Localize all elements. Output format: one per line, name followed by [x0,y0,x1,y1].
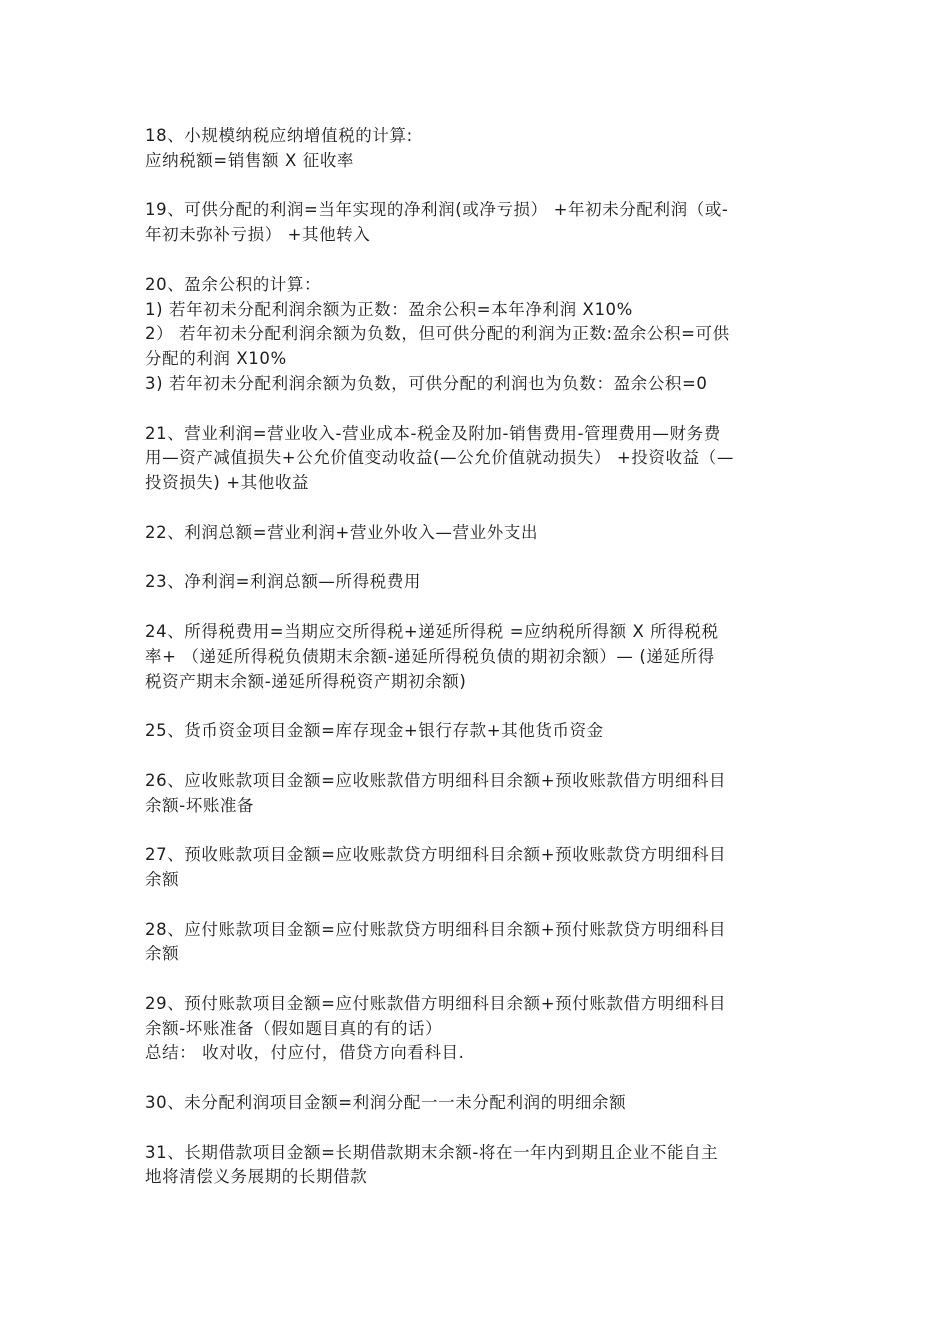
text-line: 28、应付账款项目金额=应付账款贷方明细科目余额+预付账款贷方明细科目 [145,919,727,939]
formula-paragraph [145,719,810,744]
text-line: 19、可供分配的利润=当年实现的净利润(或净亏损） +年初未分配利润（或- [145,200,729,220]
text-line: 23、净利润=利润总额—所得税费用 [145,572,422,592]
text-line: 余额-坏账准备（假如题目真的有的话） [145,1018,443,1038]
text-line: 18、小规模纳税应纳增值税的计算: [145,126,413,145]
text-line: 分配的利润 X10% [145,349,287,369]
document-body [145,124,810,1215]
text-line: 27、预收账款项目金额=应收账款贷方明细科目余额+预收账款贷方明细科目 [145,845,727,865]
text-line: 30、未分配利润项目金额=利润分配一一未分配利润的明细余额 [145,1093,627,1113]
formula-paragraph [145,843,810,893]
formula-paragraph [145,198,810,248]
text-line: 年初未弥补亏损） +其他转入 [145,225,371,245]
text-line: 31、长期借款项目金额=长期借款期末余额-将在一年内到期且企业不能自主 [145,1142,719,1162]
formula-paragraph [145,620,810,694]
text-line: 余额 [145,869,180,889]
text-line: 应纳税额=销售额 X 征收率 [145,150,355,170]
text-line: 20、盈余公积的计算： [145,274,322,294]
text-line: 余额 [145,944,180,964]
text-line: 总结： 收对收，付应付，借贷方向看科目. [145,1043,465,1063]
formula-paragraph [145,1091,810,1116]
formula-paragraph [145,422,810,496]
formula-paragraph [145,124,810,174]
text-line: 22、利润总额=营业利润+营业外收入—营业外支出 [145,522,539,542]
text-line: 26、应收账款项目金额=应收账款借方明细科目余额+预收账款借方明细科目 [145,770,727,790]
text-line: 税资产期末余额-递延所得税资产期初余额) [145,671,467,691]
formula-paragraph [145,521,810,546]
formula-paragraph [145,769,810,819]
formula-paragraph [145,992,810,1066]
text-line: 用—资产减值损失+公允价值变动收益(—公允价值就动损失） +投资收益（— [145,448,734,468]
text-line: 地将清偿义务展期的长期借款 [145,1167,368,1187]
text-line: 投资损失) +其他收益 [145,473,310,493]
text-line: 3) 若年初未分配利润余额为负数，可供分配的利润也为负数：盈余公积=0 [145,373,708,393]
formula-paragraph [145,273,810,397]
text-line: 21、营业利润=营业收入-营业成本-税金及附加-销售费用-管理费用—财务费 [145,423,721,443]
text-line: 2） 若年初未分配利润余额为负数，但可供分配的利润为正数:盈余公积=可供 [145,324,730,344]
formula-paragraph [145,918,810,968]
text-line: 25、货币资金项目金额=库存现金+银行存款+其他货币资金 [145,721,604,741]
text-line: 1) 若年初未分配利润余额为正数：盈余公积=本年净利润 X10% [145,299,633,319]
formula-paragraph [145,570,810,595]
formula-paragraph [145,1141,810,1191]
text-line: 24、所得税费用=当期应交所得税+递延所得税 =应纳税所得额 X 所得税税 [145,621,719,641]
text-line: 29、预付账款项目金额=应付账款借方明细科目余额+预付账款借方明细科目 [145,993,727,1013]
text-line: 率+ （递延所得税负债期末余额-递延所得税负债的期初余额）— (递延所得 [145,646,715,666]
text-line: 余额-坏账准备 [145,795,255,815]
